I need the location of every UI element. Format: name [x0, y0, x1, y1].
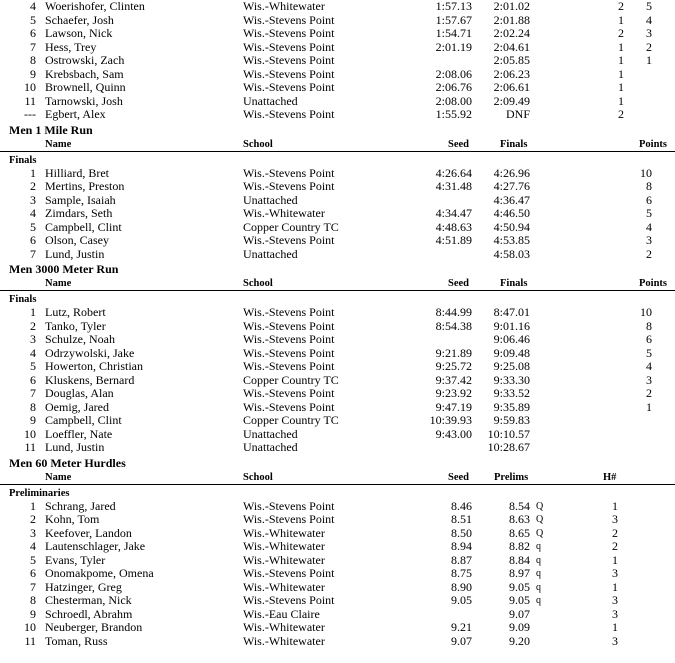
school-cell: Wis.-Stevens Point: [243, 39, 335, 54]
heat-number: 1: [612, 579, 618, 594]
place-cell: 4: [30, 345, 36, 360]
heat-number: 1: [612, 552, 618, 567]
result-mark: 2:06.23: [493, 66, 530, 81]
table-row: [0, 387, 675, 401]
header-seed: Seed: [448, 471, 469, 483]
heat-number: 1: [618, 12, 624, 27]
table-row: [0, 608, 675, 622]
table-row: [0, 581, 675, 595]
table-row: [0, 180, 675, 194]
school-cell: Wis.-Stevens Point: [243, 12, 335, 27]
school-cell: Wis.-Stevens Point: [243, 566, 335, 580]
place-cell: 8: [30, 399, 36, 414]
school-cell: Wis.-Stevens Point: [243, 53, 335, 67]
place-cell: 7: [30, 579, 36, 594]
place-cell: 3: [30, 525, 36, 540]
result-mark: 4:36.47: [493, 192, 530, 207]
seed-time: 9.07: [451, 633, 472, 648]
header-school: School: [243, 471, 273, 483]
place-cell: 9: [30, 66, 36, 81]
table-row: [0, 248, 675, 262]
result-mark: DNF: [505, 107, 530, 121]
athlete-name: Schrang, Jared: [45, 498, 116, 513]
seed-time: 9:37.42: [435, 372, 472, 387]
heat-number: 3: [612, 512, 618, 526]
result-mark: 9:33.52: [493, 386, 530, 400]
athlete-name: Schaefer, Josh: [45, 12, 114, 27]
qualifier-mark: q: [536, 541, 541, 552]
points-cell: 5: [646, 345, 652, 360]
athlete-name: Campbell, Clint: [45, 219, 122, 234]
points-cell: 2: [646, 246, 652, 261]
athlete-name: Lautenschlager, Jake: [45, 539, 146, 553]
heat-number: 2: [612, 539, 618, 553]
school-cell: Wis.-Stevens Point: [243, 498, 335, 513]
school-cell: Wis.-Stevens Point: [243, 165, 335, 180]
seed-time: 8.94: [451, 539, 472, 553]
table-row: [0, 360, 675, 374]
result-mark: 8:47.01: [493, 305, 530, 319]
header-heat: H#: [603, 471, 617, 483]
athlete-name: Schulze, Noah: [45, 332, 115, 346]
place-cell: 3: [30, 332, 36, 346]
place-cell: 8: [30, 593, 36, 607]
points-cell: 5: [646, 206, 652, 220]
athlete-name: Onomakpome, Omena: [45, 566, 154, 580]
header-school: School: [243, 138, 273, 150]
seed-time: 2:08.00: [435, 93, 472, 108]
place-cell: 5: [30, 552, 36, 567]
athlete-name: Mertins, Preston: [45, 179, 125, 193]
place-cell: 7: [30, 386, 36, 400]
athlete-name: Hess, Trey: [45, 39, 97, 54]
result-mark: 2:09.49: [493, 93, 530, 108]
athlete-name: Tanko, Tyler: [45, 318, 106, 333]
heat-number: 3: [612, 633, 618, 648]
school-cell: Wis.-Whitewater: [243, 579, 325, 594]
header-seed: Seed: [448, 278, 469, 289]
place-cell: 9: [30, 413, 36, 427]
table-row: [0, 414, 675, 428]
seed-time: 9:47.19: [435, 399, 472, 414]
qualifier-mark: Q: [536, 500, 544, 512]
points-cell: 5: [646, 0, 652, 13]
points-cell: 1: [646, 399, 652, 414]
school-cell: Wis.-Stevens Point: [243, 332, 335, 346]
points-cell: 4: [646, 12, 652, 27]
table-row: [0, 500, 675, 514]
round-label: Preliminaries: [9, 487, 70, 499]
school-cell: Copper Country TC: [243, 372, 339, 387]
table-row: [0, 401, 675, 415]
school-cell: Wis.-Stevens Point: [243, 179, 335, 193]
seed-time: 4:31.48: [435, 179, 472, 193]
points-cell: 8: [646, 318, 652, 333]
seed-time: 2:08.06: [435, 66, 472, 81]
athlete-name: Chesterman, Nick: [45, 593, 132, 607]
column-header: [0, 471, 675, 485]
athlete-name: Kluskens, Bernard: [45, 372, 135, 387]
result-mark: 2:06.61: [493, 80, 530, 94]
result-mark: 8.97: [509, 566, 530, 580]
heat-number: 1: [612, 620, 618, 634]
school-cell: Wis.-Stevens Point: [243, 233, 335, 247]
school-cell: Unattached: [243, 426, 298, 441]
school-cell: Wis.-Stevens Point: [243, 80, 335, 94]
athlete-name: Lawson, Nick: [45, 26, 113, 40]
heat-number: 1: [618, 80, 624, 94]
school-cell: Unattached: [243, 246, 298, 261]
points-cell: 10: [640, 305, 652, 319]
seed-time: 1:55.92: [435, 107, 472, 121]
points-cell: 6: [646, 192, 652, 207]
result-mark: 9.05: [509, 579, 530, 594]
heat-number: 2: [618, 107, 624, 121]
seed-time: 4:48.63: [435, 219, 472, 234]
result-mark: 9.07: [509, 606, 530, 621]
table-row: [0, 540, 675, 554]
school-cell: Wis.-Stevens Point: [243, 318, 335, 333]
school-cell: Wis.-Stevens Point: [243, 386, 335, 400]
points-cell: 10: [640, 165, 652, 180]
result-mark: 10:10.57: [487, 426, 530, 441]
round-label: Finals: [9, 294, 37, 305]
seed-time: 9:21.89: [435, 345, 472, 360]
seed-time: 4:51.89: [435, 233, 472, 247]
header-finals: Finals: [500, 278, 528, 289]
athlete-name: Odrzywolski, Jake: [45, 345, 135, 360]
athlete-name: Schroedl, Abrahm: [45, 606, 133, 621]
points-cell: 3: [646, 372, 652, 387]
place-cell: 4: [30, 539, 36, 553]
event-title: Men 1 Mile Run: [9, 122, 93, 137]
header-prelims: Prelims: [494, 471, 529, 483]
place-cell: 4: [30, 206, 36, 220]
qualifier-mark: q: [536, 595, 541, 606]
place-cell: 11: [24, 93, 36, 108]
table-row: [0, 567, 675, 581]
athlete-name: Kohn, Tom: [45, 512, 100, 526]
place-cell: 5: [30, 219, 36, 234]
table-row: [0, 68, 675, 82]
header-points: Points: [639, 138, 668, 150]
table-row: [0, 41, 675, 55]
school-cell: Wis.-Whitewater: [243, 539, 325, 553]
place-cell: 10: [24, 80, 36, 94]
header-name: Name: [45, 138, 72, 150]
heat-number: 2: [618, 26, 624, 40]
points-cell: 6: [646, 332, 652, 346]
seed-time: 9.21: [451, 620, 472, 634]
school-cell: Wis.-Whitewater: [243, 525, 325, 540]
table-row: [0, 306, 675, 320]
school-cell: Wis.-Whitewater: [243, 633, 325, 648]
place-cell: 10: [24, 426, 36, 441]
seed-time: 8.90: [451, 579, 472, 594]
athlete-name: Zimdars, Seth: [45, 206, 113, 220]
table-row: [0, 554, 675, 568]
header-seed: Seed: [448, 138, 469, 150]
table-row: [0, 194, 675, 208]
table-row: [0, 81, 675, 95]
qualifier-mark: q: [536, 554, 541, 566]
heat-number: 3: [612, 566, 618, 580]
place-cell: 11: [24, 633, 36, 648]
table-row: [0, 594, 675, 608]
heat-number: 1: [618, 53, 624, 67]
place-cell: 2: [30, 179, 36, 193]
place-cell: 2: [30, 512, 36, 526]
qualifier-mark: Q: [536, 514, 544, 525]
heat-number: 2: [612, 525, 618, 540]
seed-time: 1:54.71: [435, 26, 472, 40]
school-cell: Wis.-Whitewater: [243, 552, 325, 567]
seed-time: 9.05: [451, 593, 472, 607]
result-mark: 9:06.46: [493, 332, 530, 346]
place-cell: 5: [30, 12, 36, 27]
athlete-name: Egbert, Alex: [45, 107, 106, 121]
table-row: [0, 374, 675, 388]
header-points: Points: [639, 278, 668, 289]
qualifier-mark: Q: [536, 527, 544, 539]
table-row: [0, 527, 675, 541]
result-mark: 4:53.85: [493, 233, 530, 247]
points-cell: 2: [646, 39, 652, 54]
seed-time: 8:54.38: [435, 318, 472, 333]
place-cell: 1: [30, 498, 36, 513]
place-cell: 6: [30, 26, 36, 40]
points-cell: 3: [646, 26, 652, 40]
seed-time: 1:57.67: [435, 12, 472, 27]
seed-time: 4:26.64: [435, 165, 472, 180]
table-row: [0, 54, 675, 68]
seed-time: 9:23.92: [435, 386, 472, 400]
table-row: [0, 27, 675, 41]
athlete-name: Lund, Justin: [45, 246, 105, 261]
school-cell: Wis.-Stevens Point: [243, 66, 335, 81]
school-cell: Wis.-Stevens Point: [243, 359, 335, 373]
header-name: Name: [45, 278, 72, 289]
column-header: [0, 277, 675, 291]
school-cell: Wis.-Whitewater: [243, 206, 325, 220]
seed-time: 8.75: [451, 566, 472, 580]
seed-time: 1:57.13: [435, 0, 472, 13]
place-cell: 1: [30, 305, 36, 319]
table-row: [0, 14, 675, 28]
result-mark: 8.65: [509, 525, 530, 540]
heat-number: 1: [618, 66, 624, 81]
result-mark: 8.82: [509, 539, 530, 553]
table-row: [0, 441, 675, 455]
points-cell: 1: [646, 53, 652, 67]
place-cell: 6: [30, 372, 36, 387]
place-cell: 9: [30, 606, 36, 621]
athlete-name: Woerishofer, Clinten: [45, 0, 145, 13]
athlete-name: Olson, Casey: [45, 233, 109, 247]
place-cell: 4: [30, 0, 36, 13]
school-cell: Wis.-Stevens Point: [243, 345, 335, 360]
result-mark: 9:25.08: [493, 359, 530, 373]
athlete-name: Oemig, Jared: [45, 399, 109, 414]
athlete-name: Lund, Justin: [45, 440, 105, 454]
school-cell: Wis.-Stevens Point: [243, 305, 335, 319]
table-row: [0, 320, 675, 334]
qualifier-mark: q: [536, 581, 541, 593]
athlete-name: Evans, Tyler: [45, 552, 106, 567]
athlete-name: Hilliard, Bret: [45, 165, 109, 180]
place-cell: 6: [30, 566, 36, 580]
table-row: [0, 221, 675, 235]
table-row: [0, 621, 675, 635]
seed-time: 8.46: [451, 498, 472, 513]
place-cell: 1: [30, 165, 36, 180]
table-row: [0, 347, 675, 361]
result-mark: 9:59.83: [493, 413, 530, 427]
points-cell: 4: [646, 359, 652, 373]
result-mark: 4:46.50: [493, 206, 530, 220]
result-mark: 4:26.96: [493, 165, 530, 180]
header-school: School: [243, 278, 273, 289]
heat-number: 1: [618, 39, 624, 54]
athlete-name: Loeffler, Nate: [45, 426, 113, 441]
table-row: [0, 108, 675, 122]
result-mark: 9:09.48: [493, 345, 530, 360]
result-mark: 4:50.94: [493, 219, 530, 234]
heat-number: 2: [618, 0, 624, 13]
seed-time: 2:01.19: [435, 39, 472, 54]
athlete-name: Brownell, Quinn: [45, 80, 126, 94]
heat-number: 3: [612, 606, 618, 621]
school-cell: Wis.-Eau Claire: [243, 606, 320, 621]
result-mark: 4:58.03: [493, 246, 530, 261]
school-cell: Wis.-Stevens Point: [243, 512, 335, 526]
seed-time: 8.87: [451, 552, 472, 567]
seed-time: 10:39.93: [429, 413, 472, 427]
table-row: [0, 635, 675, 649]
school-cell: Copper Country TC: [243, 413, 339, 427]
school-cell: Wis.-Stevens Point: [243, 107, 335, 121]
points-cell: 8: [646, 179, 652, 193]
place-cell: 6: [30, 233, 36, 247]
place-cell: 5: [30, 359, 36, 373]
result-mark: 8.63: [509, 512, 530, 526]
school-cell: Wis.-Stevens Point: [243, 26, 335, 40]
result-mark: 9:01.16: [493, 318, 530, 333]
place-cell: 10: [24, 620, 36, 634]
athlete-name: Krebsbach, Sam: [45, 66, 124, 81]
place-cell: 11: [24, 440, 36, 454]
points-cell: 4: [646, 219, 652, 234]
result-mark: 8.54: [509, 498, 530, 513]
school-cell: Wis.-Stevens Point: [243, 399, 335, 414]
result-mark: 9.09: [509, 620, 530, 634]
athlete-name: Toman, Russ: [45, 633, 108, 648]
heat-number: 1: [618, 93, 624, 108]
school-cell: Wis.-Whitewater: [243, 620, 325, 634]
event-title: Men 60 Meter Hurdles: [9, 455, 126, 470]
result-mark: 9:35.89: [493, 399, 530, 414]
points-cell: 3: [646, 233, 652, 247]
seed-time: 8.50: [451, 525, 472, 540]
event-title: Men 3000 Meter Run: [9, 262, 119, 276]
result-mark: 10:28.67: [487, 440, 530, 454]
school-cell: Wis.-Stevens Point: [243, 593, 335, 607]
table-row: [0, 234, 675, 248]
table-row: [0, 428, 675, 442]
place-cell: 7: [30, 246, 36, 261]
seed-time: 2:06.76: [435, 80, 472, 94]
result-mark: 9.05: [509, 593, 530, 607]
school-cell: Copper Country TC: [243, 219, 339, 234]
result-mark: 4:27.76: [493, 179, 530, 193]
result-mark: 2:01.88: [493, 12, 530, 27]
table-row: [0, 333, 675, 347]
seed-time: 8.51: [451, 512, 472, 526]
seed-time: 9:43.00: [435, 426, 472, 441]
header-finals: Finals: [500, 138, 528, 150]
athlete-name: Howerton, Christian: [45, 359, 143, 373]
result-mark: 2:05.85: [493, 53, 530, 67]
result-mark: 2:04.61: [493, 39, 530, 54]
athlete-name: Douglas, Alan: [45, 386, 114, 400]
seed-time: 9:25.72: [435, 359, 472, 373]
athlete-name: Campbell, Clint: [45, 413, 122, 427]
school-cell: Unattached: [243, 192, 298, 207]
result-mark: 8.84: [509, 552, 530, 567]
athlete-name: Neuberger, Brandon: [45, 620, 143, 634]
place-cell: 3: [30, 192, 36, 207]
athlete-name: Keefover, Landon: [45, 525, 132, 540]
athlete-name: Ostrowski, Zach: [45, 53, 125, 67]
athlete-name: Hatzinger, Greg: [45, 579, 122, 594]
round-label: Finals: [9, 154, 37, 166]
place-cell: 8: [30, 53, 36, 67]
seed-time: 4:34.47: [435, 206, 472, 220]
athlete-name: Sample, Isaiah: [45, 192, 116, 207]
heat-number: 3: [612, 593, 618, 607]
place-cell: 2: [30, 318, 36, 333]
result-mark: 2:01.02: [493, 0, 530, 13]
result-mark: 9:33.30: [493, 372, 530, 387]
qualifier-mark: q: [536, 568, 541, 579]
place-cell: 7: [30, 39, 36, 54]
school-cell: Wis.-Whitewater: [243, 0, 325, 13]
heat-number: 1: [612, 498, 618, 513]
athlete-name: Tarnowski, Josh: [45, 93, 123, 108]
school-cell: Unattached: [243, 93, 298, 108]
school-cell: Unattached: [243, 440, 298, 454]
points-cell: 2: [646, 386, 652, 400]
seed-time: 8:44.99: [435, 305, 472, 319]
place-cell: ---: [24, 107, 36, 121]
table-row: [0, 0, 675, 14]
table-row: [0, 207, 675, 221]
table-row: [0, 95, 675, 109]
column-header: [0, 138, 675, 152]
table-row: [0, 167, 675, 181]
result-mark: 2:02.24: [493, 26, 530, 40]
table-row: [0, 513, 675, 527]
result-mark: 9.20: [509, 633, 530, 648]
header-name: Name: [45, 471, 72, 483]
athlete-name: Lutz, Robert: [45, 305, 106, 319]
